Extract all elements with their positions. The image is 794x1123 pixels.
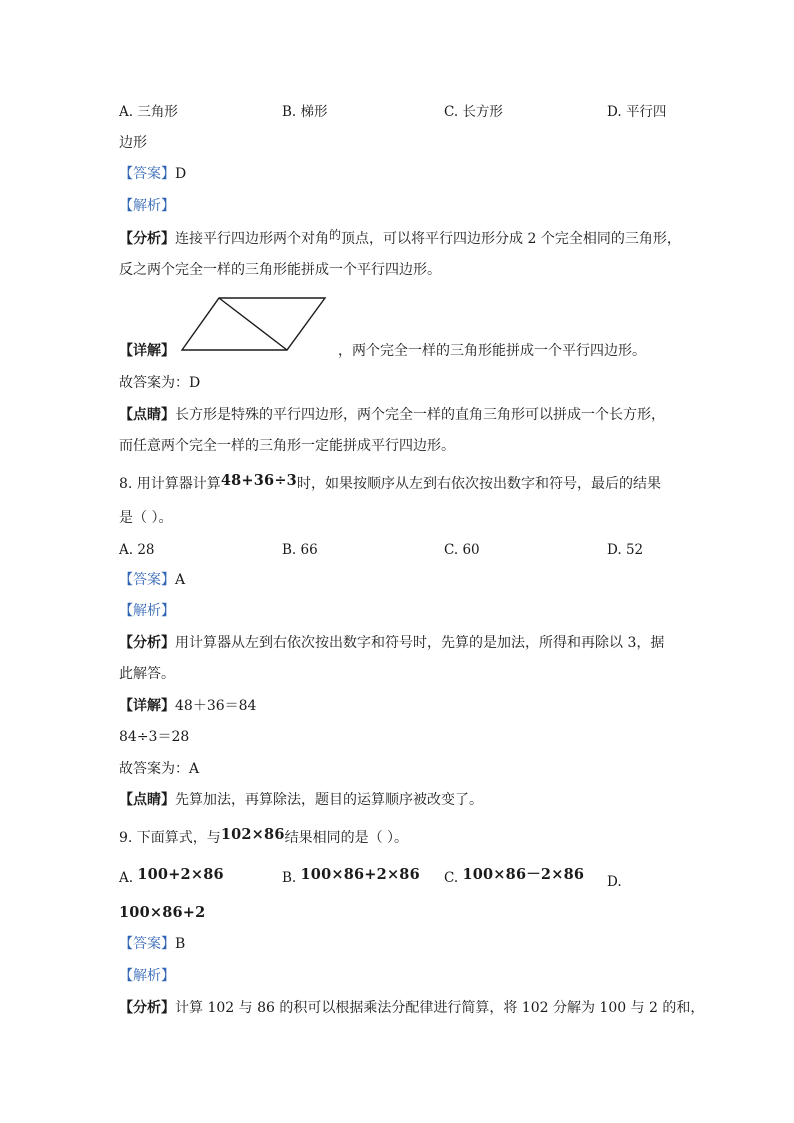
q9-answer: 【答案】B [119,936,186,952]
q8-option-a: A. 28 [119,542,155,558]
q8-option-c: C. 60 [444,542,480,558]
q7-xiangjie-text: ，两个完全一样的三角形能拼成一个平行四边形。 [338,343,646,359]
q8-expression: 48+36÷3 [220,472,297,489]
q9-option-c: C. 100×86－2×86 [444,866,585,886]
fenxi-tag: 【分析】 [119,231,175,247]
q9-option-d: D. [607,874,622,890]
q8-option-d: D. 52 [607,542,644,558]
q7-dianjing-line1: 【点睛】长方形是特殊的平行四边形，两个完全一样的直角三角形可以拼成一个长方形， [119,407,665,423]
q7-option-c: C. 长方形 [444,104,503,120]
q8-dianjing: 【点睛】先算加法，再算除法，题目的运算顺序被改变了。 [119,792,483,808]
parallelogram-diagonal [219,298,287,350]
parallelogram-diagram [181,297,327,353]
q8-option-b: B. 66 [282,542,318,558]
q7-fenxi-line1: 【分析】连接平行四边形两个对角的顶点，可以将平行四边形分成 2 个完全相同的三角形， [119,228,681,247]
q8-stem-line1: 8. 用计算器计算48+36÷3时，如果按顺序从左到右依次按出数字和符号，最后的结果 [119,472,661,492]
q7-analysis-tag: 【解析】 [119,198,175,214]
q7-option-d-wrap: 边形 [119,135,147,151]
q7-option-b: B. 梯形 [282,104,328,120]
q8-fenxi-line1: 【分析】用计算器从左到右依次按出数字和符号时，先算的是加法，所得和再除以 3，据 [119,635,665,651]
q8-xiangjie: 【详解】48＋36＝84 [119,698,257,714]
q9-fenxi-line1: 【分析】计算 102 与 86 的积可以根据乘法分配律进行简算，将 102 分解为 100 与 2 的和， [119,1000,705,1016]
q7-option-d: D. 平行四 [607,104,667,120]
q9-option-b: B. 100×86+2×86 [282,866,420,886]
q8-answer: 【答案】A [119,572,186,588]
q9-stem: 9. 下面算式，与102×86结果相同的是（ ）。 [119,826,409,846]
q8-analysis-tag: 【解析】 [119,603,175,619]
q8-stem-line2: 是（ ）。 [119,510,173,526]
q9-expression: 102×86 [220,826,285,843]
q7-option-a: A. 三角形 [119,104,178,120]
q7-xiangjie-tag: 【详解】 [119,343,175,359]
answer-tag: 【答案】 [119,166,175,182]
q8-step2: 84÷3＝28 [119,729,190,745]
q9-option-d-wrap: 100×86+2 [119,904,206,921]
q7-dianjing-line2: 而任意两个完全一样的三角形一定能拼成平行四边形。 [119,438,455,454]
q8-fenxi-line2: 此解答。 [119,666,175,682]
q7-answer: 【答案】D [119,166,187,182]
q7-fenxi-line2: 反之两个完全一样的三角形能拼成一个平行四边形。 [119,262,441,278]
q8-conclusion: 故答案为：A [119,761,200,777]
q9-option-a: A. 100+2×86 [119,866,224,886]
q9-analysis-tag: 【解析】 [119,968,175,984]
q7-conclusion: 故答案为：D [119,375,201,391]
